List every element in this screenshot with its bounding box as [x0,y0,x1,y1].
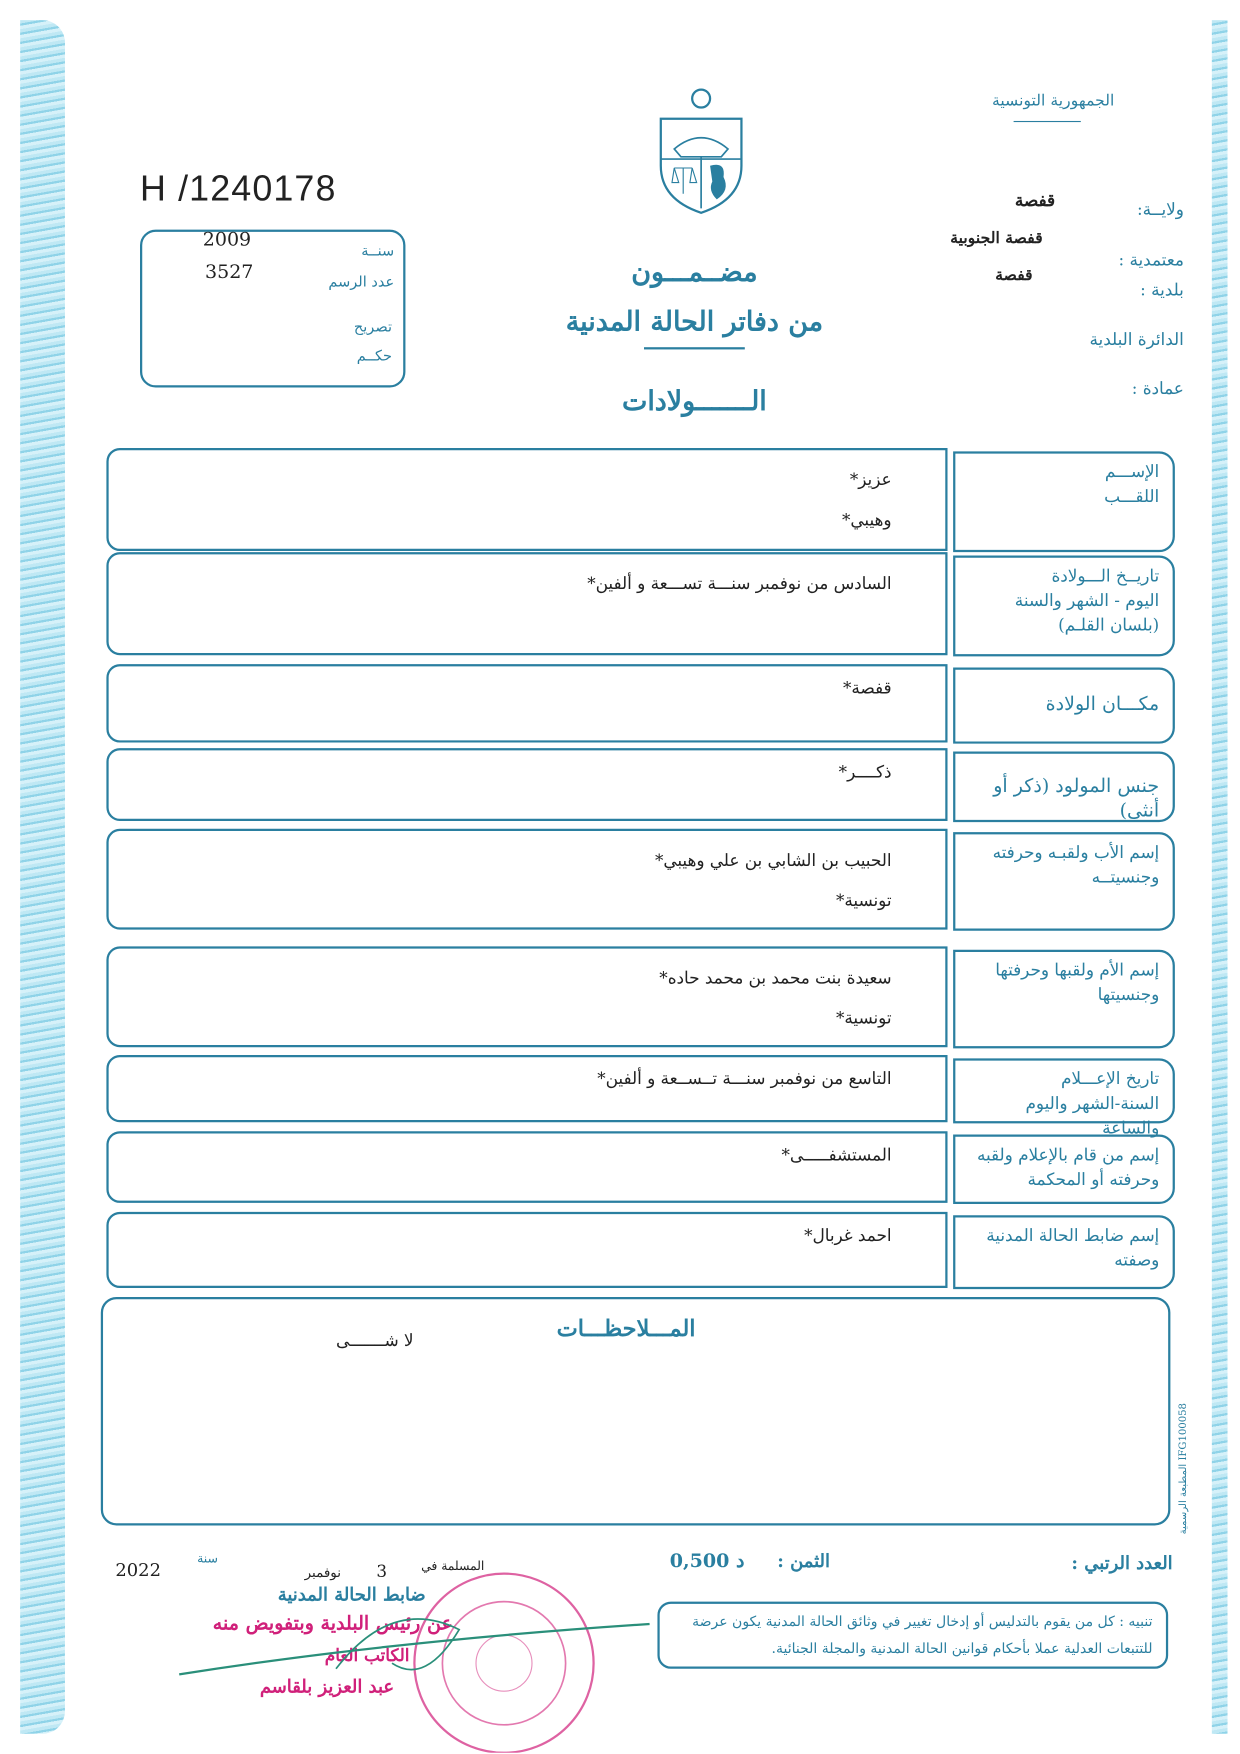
year-label: سنــة [361,243,395,260]
row-value-line: الحبيب بن الشابي بن علي وهيبي* [654,850,892,871]
row-value-line: تونسية* [836,890,892,911]
row-label-line: تاريــخ الـــولادة [1051,565,1160,586]
serial-number: H /1240178 [140,168,337,209]
row-value-line: سعيدة بنت محمد بن محمد حاده* [659,967,892,988]
remarks-label: المـــلاحظـــات [556,1314,696,1342]
row-value-line: احمد غربال* [804,1225,892,1246]
row-value [106,448,947,551]
row-label [953,451,1175,552]
row-label-line: إسم الأم ولقبها وحرفتها [995,959,1160,980]
row-value [106,829,947,930]
tunisia-emblem-icon [652,87,751,216]
issued-year: 2022 [115,1559,161,1581]
printer-mark: المطبعة الرسمية IFG100058 [1178,1403,1190,1535]
price-value: 0,500 د [669,1550,745,1573]
row-value-line: المستشفـــــى* [781,1144,892,1165]
row-value-line: تونسية* [836,1008,892,1029]
signature-line-1: عن رئيس البلدية وبتفويض منه [212,1612,453,1636]
row-label-line: تاريخ الإعـــلام [1060,1068,1160,1089]
record-number: 3527 [204,260,254,284]
wilaya-label: ولايــة: [1136,199,1184,220]
row-value [106,664,947,742]
row-label-line: اليوم - الشهر والسنة [1014,590,1160,611]
remarks-box [101,1297,1171,1525]
row-label [953,668,1175,744]
declaration-label: تصريح [353,319,392,336]
row-value [106,748,947,821]
signature-line-2: الكاتب العام [324,1645,410,1666]
issued-month: نوفمبر [304,1564,342,1581]
row-label-line: الإســـم [1104,461,1160,482]
district-label: الدائرة البلدية [1089,329,1184,350]
row-label-line: (بلسان القلـم) [1058,614,1160,636]
row-value-line: التاسع من نوفمبر سنـــة تــســعة و ألفين* [597,1068,892,1089]
year-label-footer: سنة [197,1551,218,1566]
row-value-line: ذكــــر* [838,761,892,782]
row-value [106,552,947,655]
serial-label: العدد الرتبي : [1071,1552,1173,1574]
republic-label: الجمهورية التونسية [991,91,1115,110]
delegation-label: معتمدية : [1118,249,1184,270]
record-year: 2009 [202,228,252,251]
row-value [106,1212,947,1288]
signature-line-3: عبد العزيز بلقاسم [259,1675,395,1697]
decorative-border-left [20,20,65,1734]
decorative-border-right [1212,20,1228,1734]
row-label [953,752,1175,823]
row-value-line: السادس من نوفمبر سنـــة تســـعة و ألفين* [587,573,892,594]
row-value-line: قفصة* [843,677,892,698]
wilaya-value: قفصة [1014,190,1056,211]
remarks-value: لا شـــــــى [336,1330,414,1351]
notice-box: تنبيه : كل من يقوم بالتدليس أو إدخال تغيير في وثائق الحالة المدنية يكون عرضة للتتبعات العدلية عملا بأحكام قوانين الحالة المدنية والمجلة الجنائية. [657,1602,1168,1669]
row-label-line: مكـــان الولادة [1045,693,1160,716]
record-box [140,230,405,388]
title-underline [644,347,745,349]
row-label [953,832,1175,931]
title-section: الـــــــولادات [622,384,767,417]
row-label-line: وجنسيتها [1097,984,1160,1005]
row-label-line: وجنسيتــه [1091,866,1160,888]
officer-title: ضابط الحالة المدنية [277,1583,426,1605]
row-value [106,946,947,1047]
price-label: الثمن : [777,1550,830,1572]
row-value [106,1131,947,1203]
row-label-line: السنة-الشهر واليوم والساعة [1025,1093,1160,1138]
divider [1014,121,1081,122]
official-stamp-icon [168,1562,661,1752]
title-sub: من دفاتر الحالة المدنية [565,304,824,338]
municipality-value: قفصة [995,266,1033,285]
row-label-line: وصفته [1114,1249,1160,1271]
judgment-label: حكــم [356,348,392,366]
row-value [106,1055,947,1122]
row-label-line: جنس المولود (ذكر أو أنثى) [993,774,1160,822]
row-value-line: عزيز* [849,469,892,490]
row-label-line: اللقـــب [1104,486,1160,507]
row-label [953,556,1175,657]
row-label-line: إسم ضابط الحالة المدنية [986,1225,1160,1246]
row-value-line: وهيبي* [841,509,892,530]
row-label-line: وحرفته أو المحكمة [1027,1169,1160,1190]
issued-day: 3 [376,1561,388,1582]
row-label [953,950,1175,1049]
row-label [953,1215,1175,1289]
delegation-value: قفصة الجنوبية [950,229,1043,248]
municipality-label: بلدية : [1140,280,1184,301]
issued-label: المسلمة في [421,1559,485,1574]
imada-label: عمادة : [1131,378,1184,399]
title-main: مضــمـــون [631,255,758,288]
row-label [953,1135,1175,1204]
row-label-line: إسم الأب ولقبـه وحرفته [992,842,1160,863]
number-label: عدد الرسم [328,274,395,292]
row-label-line: إسم من قام بالإعلام ولقبه [976,1144,1160,1165]
row-label [953,1058,1175,1138]
